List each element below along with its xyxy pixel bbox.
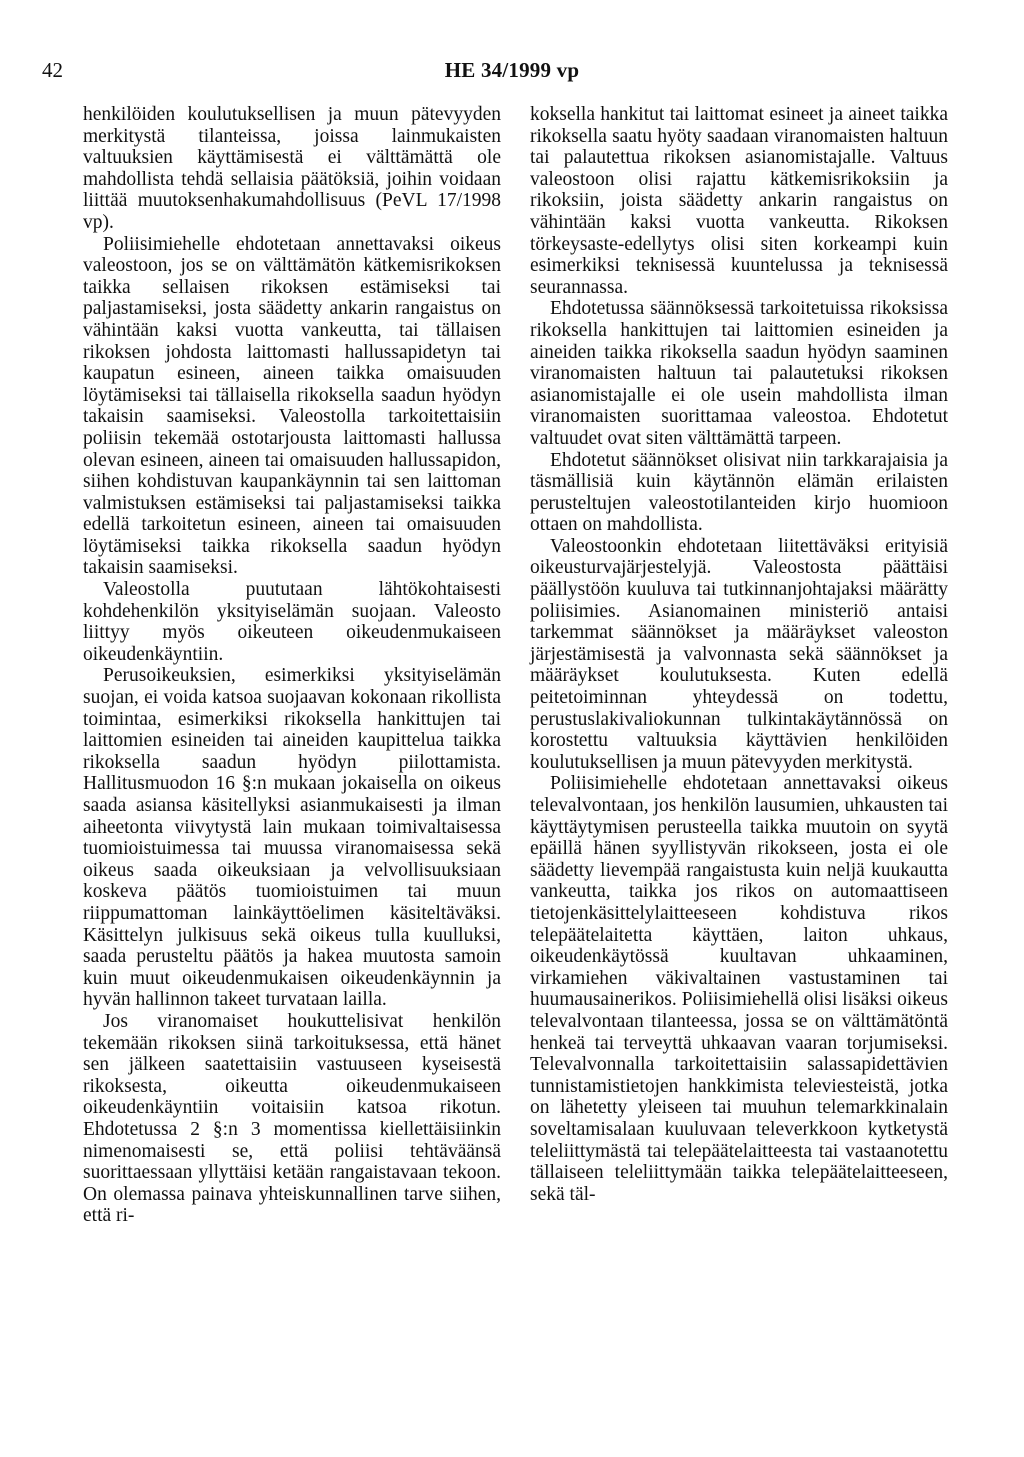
right-paragraph-1: koksella hankitut tai laittomat esineet ja aineet taikka rikoksella saatu hyöty saadaan viranomaisten haltuun tai palautettua rikoksen asianomistajalle. Valtuus valeostoon olisi rajattu kätkemisrikoksiin ja rikoksiin, joista säädetty ankarin rangaistus on vähintään kaksi vuotta vankeutta. Rikoksen törkeysaste-edellytys olisi siten korkeampi kuin esimerkiksi teknisessä kuuntelussa ja teknisessä seurannassa.: [530, 104, 948, 298]
right-text-column: [530, 104, 948, 1205]
right-paragraph-2: Ehdotetussa säännöksessä tarkoitetuissa rikoksissa rikoksella hankittujen tai laittomien esineiden ja aineiden taikka rikoksella saadun hyödyn saaminen viranomaisten haltuun tai palautetuksi rikoksen asianomistajalle ei ole usein mahdollista ilman viranomaisten suorittamaa valeostoa. Ehdotetut valtuudet ovat siten välttämättä tarpeen.: [530, 298, 948, 449]
left-text-column: [83, 104, 501, 1227]
left-paragraph-1: henkilöiden koulutuksellisen ja muun pätevyyden merkitystä tilanteissa, joissa lainmukaisten valtuuksien käyttämisestä ei välttämättä ole mahdollista tehdä sellaisia päätöksiä, joihin voidaan liittää muutoksenhakumahdollisuus (PeVL 17/1998 vp).: [83, 104, 501, 233]
right-paragraph-5: Poliisimiehelle ehdotetaan annettavaksi oikeus televalvontaan, jos henkilön lausumien, uhkausten tai käyttäytymisen perusteella taikka muutoin on syytä epäillä hänen syyllistyvän rikokseen, josta ei ole säädetty lievempää rangaistusta kuin neljä kuukautta vankeutta, taikka jos rikos on automaattiseen tietojenkäsittelylaitteeseen kohdistuva rikos telepäätelaitetta käyttäen, laiton uhkaus, oikeudenkäytössä kuultavan uhkaaminen, virkamiehen väkivaltainen vastustaminen tai huumausainerikos. Poliisimiehellä olisi lisäksi oikeus televalvontaan tilanteessa, jossa se on välttämätöntä henkeä tai terveyttä uhkaavan vaaran torjumiseksi. Televalvonnalla tarkoitettaisiin salassapidettävien tunnistamistietojen hankkimista televiesteistä, jotka on lähetetty yleiseen tai muuhun telemarkkinalain soveltamisalaan kuuluvaan televerkkoon kytketystä teleliittymästä tai telepäätelaitteesta tai vastaanotettu tällaiseen teleliittymään taikka telepäätelaitteeseen, sekä täl-: [530, 773, 948, 1205]
right-paragraph-4: Valeostoonkin ehdotetaan liitettäväksi erityisiä oikeusturvajärjestelyjä. Valeostosta päättäisi päällystöön kuuluva tai tutkinnanjohtajaksi määrätty poliisimies. Asianomainen ministeriö antaisi tarkemmat säännökset ja määräykset valeoston järjestämisestä ja valvonnasta sekä säännökset ja määräykset koulutuksesta. Kuten edellä peitetoiminnan yhteydessä on todettu, perustuslakivaliokunnan tulkintakäytännössä on korostettu valtuuksia käyttävien henkilöiden koulutuksellisen ja muun pätevyyden merkitystä.: [530, 535, 948, 773]
right-paragraph-3: Ehdotetut säännökset olisivat niin tarkkarajaisia ja täsmällisiä kuin käytännön elämän erilaisten perusteltujen valeostotilanteiden kirjo huomioon ottaen on mahdollista.: [530, 449, 948, 536]
left-paragraph-4: Perusoikeuksien, esimerkiksi yksityiselämän suojan, ei voida katsoa suojaavan kokonaan rikollista toimintaa, esimerkiksi rikoksella hankittujen tai laittomien esineiden tai aineiden kaupittelua taikka rikoksella saadun hyödyn piilottamista. Hallitusmuodon 16 §:n mukaan jokaisella on oikeus saada asiansa käsitellyksi asianmukaisesti ja ilman aiheetonta viivytystä lain mukaan toimivaltaisessa tuomioistuimessa tai muussa viranomaisessa sekä oikeus saada oikeuksiaan ja velvollisuuksiaan koskeva päätös tuomioistuimen tai muun riippumattoman lainkäyttöelimen käsiteltäväksi. Käsittelyn julkisuus sekä oikeus tulla kuulluksi, saada perusteltu päätös ja hakea muutosta samoin kuin muut oikeudenmukaisen oikeudenkäynnin ja hyvän hallinnon takeet turvataan lailla.: [83, 665, 501, 1011]
left-paragraph-2: Poliisimiehelle ehdotetaan annettavaksi oikeus valeostoon, jos se on välttämätön kätkemisrikoksen taikka sellaisen rikoksen estämiseksi tai paljastamiseksi, josta säädetty ankarin rangaistus on vähintään kaksi vuotta vankeutta, tai tällaisen rikoksen johdosta laittomasti hallussapidetyn tai kaupatun esineen, aineen taikka omaisuuden löytämiseksi tai tällaisella rikoksella saadun hyödyn takaisin saamiseksi. Valeostolla tarkoitettaisiin poliisin tekemää ostotarjousta laittomasti hallussa olevan esineen, aineen tai omaisuuden hallussapidon, siihen kohdistuvan kaupankäynnin tai sen laittoman valmistuksen estämiseksi tai paljastamiseksi taikka edellä tarkoitetun esineen, aineen tai omaisuuden löytämiseksi taikka rikoksella saadun hyödyn takaisin saamiseksi.: [83, 233, 501, 579]
document-header-title: HE 34/1999 vp: [444, 58, 580, 82]
page-number: 42: [42, 58, 63, 82]
left-paragraph-5: Jos viranomaiset houkuttelisivat henkilön tekemään rikoksen siinä tarkoituksessa, että hänet sen jälkeen saatettaisiin vastuuseen kyseisestä rikoksesta, oikeutta oikeudenmukaiseen oikeudenkäyntiin voitaisiin katsoa rikotun. Ehdotetussa 2 §:n 3 momentissa kiellettäisiinkin nimenomaisesti se, että poliisi tehtäväänsä suorittaessaan yllyttäisi ketään rangaistavaan tekoon. On olemassa painava yhteiskunnallinen tarve siihen, että ri-: [83, 1010, 501, 1227]
left-paragraph-3: Valeostolla puututaan lähtökohtaisesti kohdehenkilön yksityiselämän suojaan. Valeosto liittyy myös oikeuteen oikeudenmukaiseen oikeudenkäyntiin.: [83, 579, 501, 665]
